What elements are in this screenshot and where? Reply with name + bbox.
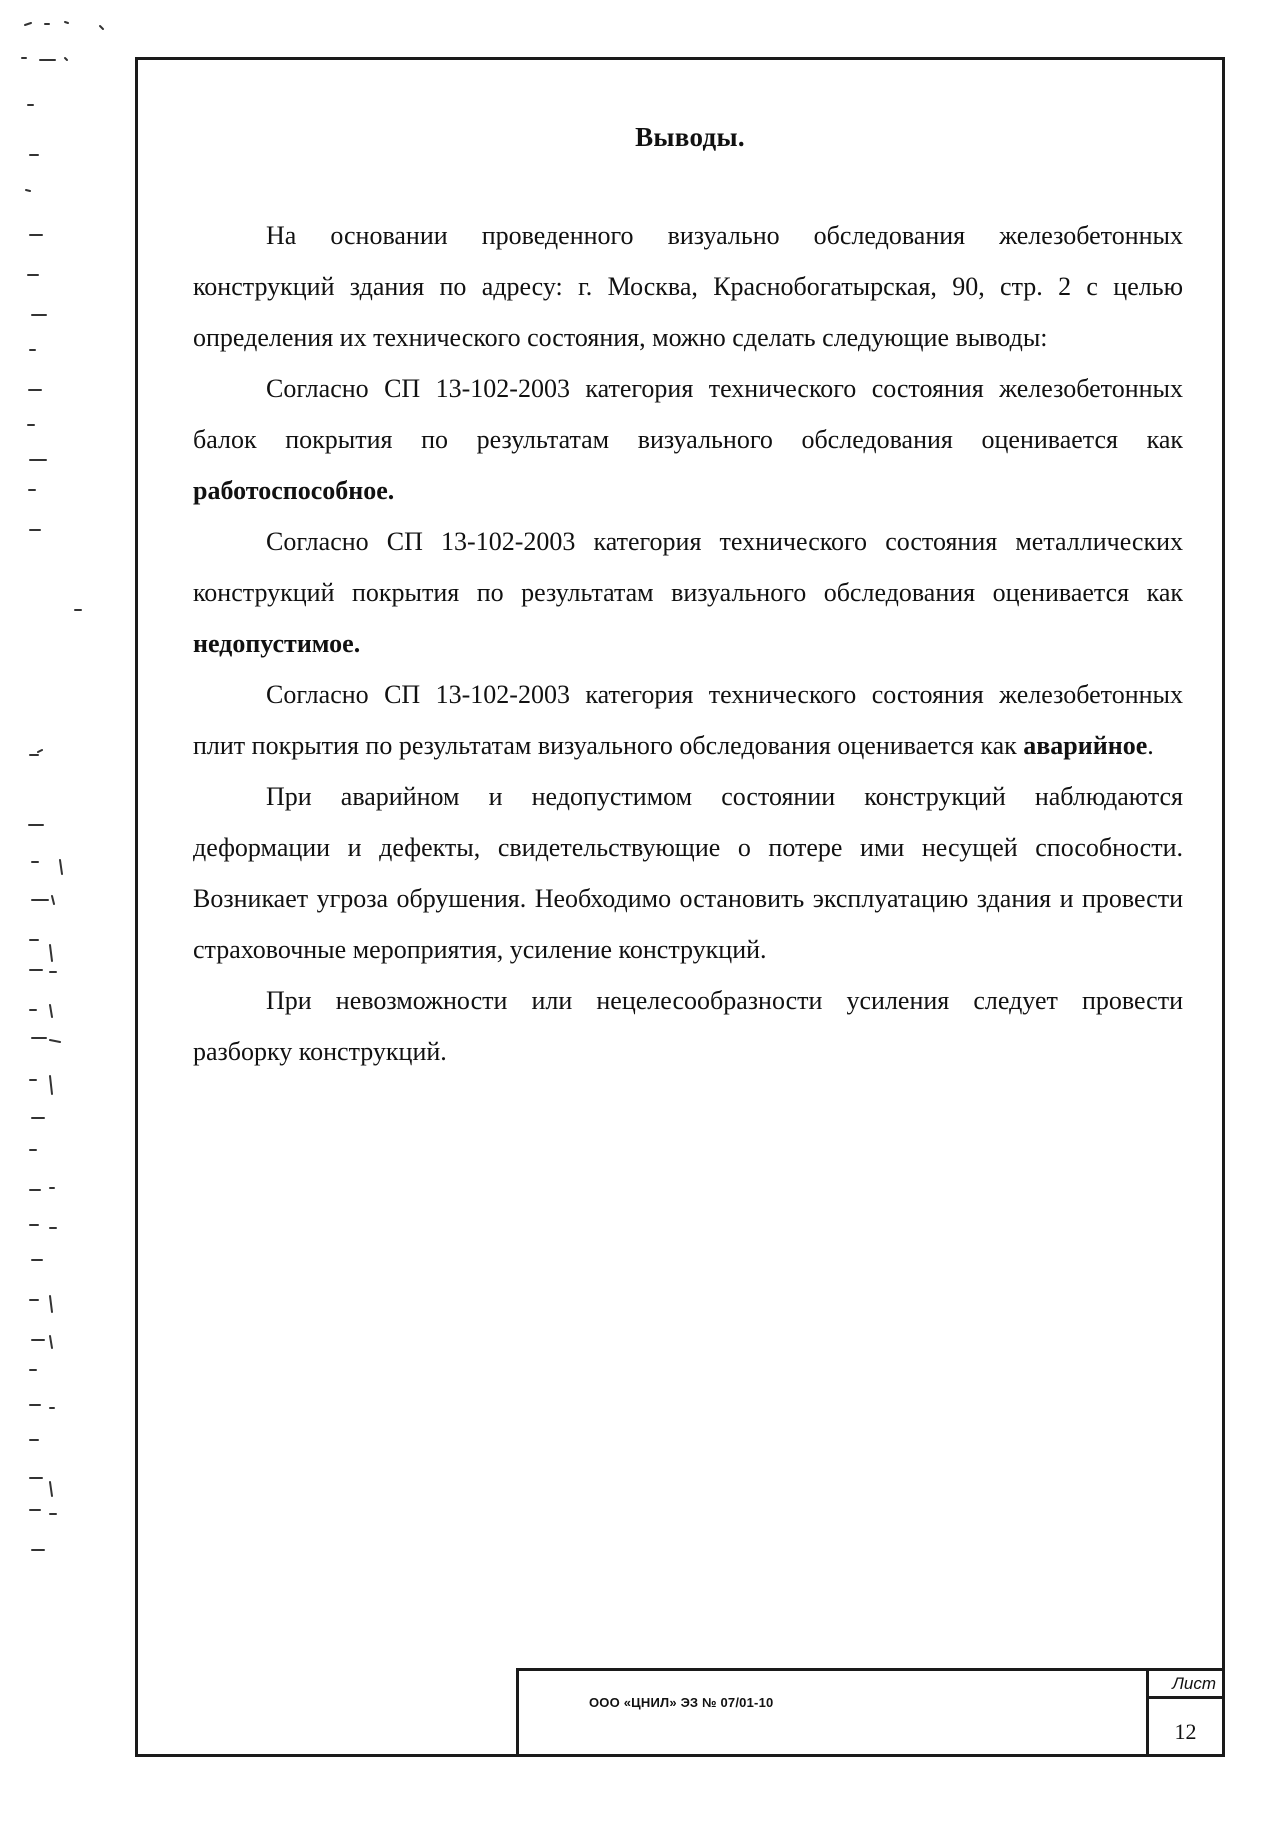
paragraph-text: Согласно СП 13-102-2003 категория технического состояния железобетонных плит покрытия по результатам визуального обследования оценивается как xyxy=(193,680,1183,760)
condition-category-label: аварийное xyxy=(1023,731,1148,760)
stamp-code-cell xyxy=(519,1671,1149,1754)
document-title: Выводы. xyxy=(635,122,745,152)
paragraph-text: Согласно СП 13-102-2003 категория технического состояния металлических конструкций покрытия по результатам визуального обследования оценивается как xyxy=(193,527,1183,607)
paragraph-text: При аварийном и недопустимом состоянии конструкций наблюдаются деформации и дефекты, свидетельствующие о потере ими несущей способности. Возникает угроза обрушения. Необходимо остановить эксплуатацию здания и провести страховочные мероприятия, усиление конструкций. xyxy=(193,782,1183,964)
title-block-stamp xyxy=(516,1668,1222,1754)
paragraph-metal-conclusion xyxy=(193,516,1183,669)
paragraph-text: На основании проведенного визуально обследования железобетонных конструкций здания по адресу: г. Москва, Краснобогатырская, 90, стр. 2 с целью определения их технического состояния, можно сделать следующие выводы: xyxy=(193,221,1183,352)
sheet-number: 12 xyxy=(1174,1719,1197,1744)
paragraph-emergency-note xyxy=(193,771,1183,975)
paragraph-beams-conclusion xyxy=(193,363,1183,516)
scan-margin-noise xyxy=(20,20,110,1810)
paragraph-text: При невозможности или нецелесообразности усиления следует провести разборку конструкций. xyxy=(193,986,1183,1066)
condition-category-label: недопустимое. xyxy=(193,629,361,658)
document-code: ООО «ЦНИЛ» ЭЗ № 07/01-10 xyxy=(589,1695,774,1710)
paragraph-slabs-conclusion xyxy=(193,669,1183,771)
condition-category-label: работоспособное. xyxy=(193,476,395,505)
document-body xyxy=(193,210,1183,1077)
paragraph-dismantling-note xyxy=(193,975,1183,1077)
paragraph-text: . xyxy=(1147,731,1154,760)
sheet-label: Лист xyxy=(1149,1671,1222,1699)
paragraph-text: Согласно СП 13-102-2003 категория технического состояния железобетонных балок покрытия по результатам визуального обследования оценивается как xyxy=(193,374,1183,454)
paragraph-intro xyxy=(193,210,1183,363)
